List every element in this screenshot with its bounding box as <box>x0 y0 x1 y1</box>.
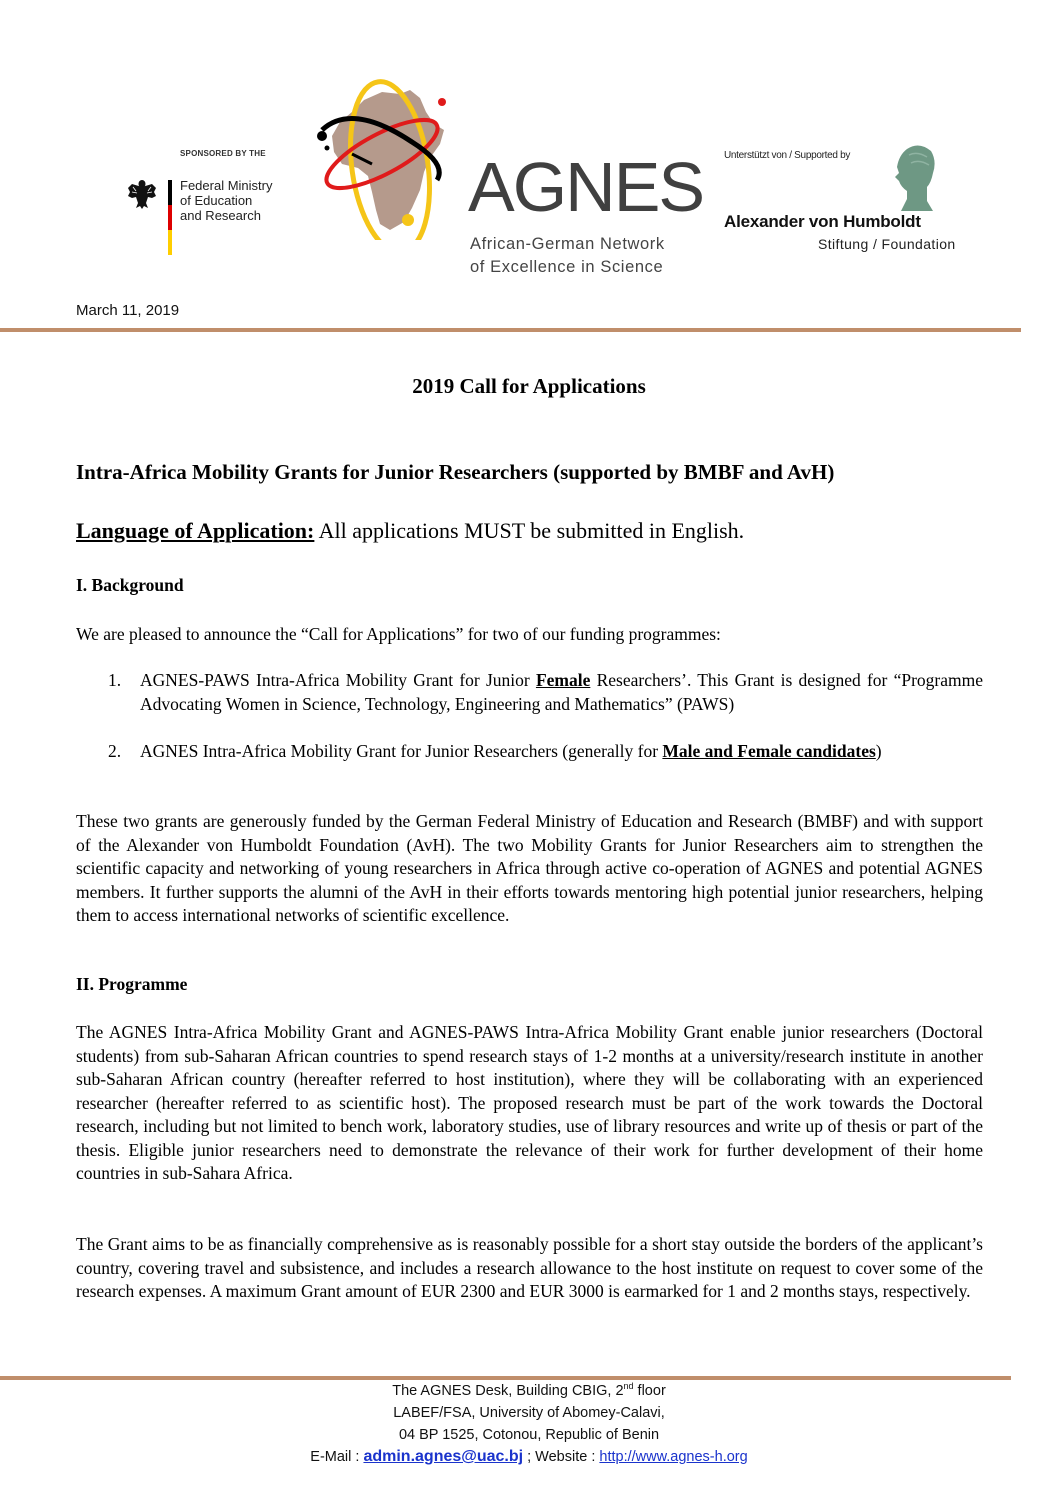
avh-foundation: Stiftung / Foundation <box>818 236 956 252</box>
list-item <box>108 669 983 716</box>
bmbf-logo-text: Federal Ministry of Education and Research <box>180 178 273 223</box>
footer-line-1: The AGNES Desk, Building CBIG, 2nd floor <box>392 1381 666 1399</box>
footer-contact: E-Mail : admin.agnes@uac.bj ; Website : http://www.agnes-h.org <box>310 1448 748 1465</box>
programme-paragraph-2: The Grant aims to be as financially comprehensive as is reasonably possible for a short stay outside the borders of the applicant’s country, covering travel and subsistence, and includes a research allowance to the host institute on request to cover some of the research expenses. A maximum Grant amount of EUR 2300 and EUR 3000 is earmarked for 1 and 2 months stays, respectively. <box>76 1234 983 1301</box>
emphasis-male-female: Male and Female candidates <box>662 741 876 761</box>
section-heading-background: I. Background <box>76 575 184 595</box>
german-flag-bar <box>168 180 172 255</box>
list-number: 1. <box>108 670 122 690</box>
bmbf-sponsored-label: SPONSORED BY THE <box>180 149 266 158</box>
agnes-africa-orbit-logo-icon <box>312 72 462 240</box>
background-paragraph: These two grants are generously funded by the German Federal Ministry of Education and Research (BMBF) and with support of the Alexander von Humboldt Foundation (AvH). The two Mobility Grants for Junior Researchers aim to strengthen the scientific capacity and networking of young researchers in Africa through active co-operation of AGNES and potential AGNES members. It further supports the alumni of the AvH in their efforts towards mentoring high potential junior researchers, helping them to access international networks of scientific excellence. <box>76 811 983 925</box>
section-heading-programme: II. Programme <box>76 974 188 994</box>
language-requirement <box>76 518 744 544</box>
page-subtitle: Intra-Africa Mobility Grants for Junior Researchers (supported by BMBF and AvH) <box>76 460 835 484</box>
avh-name: Alexander von Humboldt <box>724 212 921 231</box>
avh-supported-by-label: Unterstützt von / Supported by <box>724 150 851 161</box>
footer-line-3: 04 BP 1525, Cotonou, Republic of Benin <box>398 1427 660 1443</box>
footer-address <box>0 1380 1058 1468</box>
language-label: Language of Application: <box>76 518 315 543</box>
emphasis-female: Female <box>535 670 591 690</box>
website-link[interactable]: http://www.agnes-h.org <box>599 1449 748 1465</box>
list-number: 2. <box>108 741 122 761</box>
list-item-body: AGNES-PAWS Intra-Africa Mobility Grant for Junior Female Researchers’. This Grant is designed for “Programme Advocating Women in Science, Technology, Engineering and Mathematics” (PAWS) <box>140 670 984 714</box>
page-title: 2019 Call for Applications <box>412 374 646 398</box>
federal-eagle-icon <box>127 178 157 210</box>
agnes-tagline: African-German Network of Excellence in Science <box>470 235 665 276</box>
email-link[interactable]: admin.agnes@uac.bj <box>363 1448 524 1465</box>
agnes-wordmark: AGNES <box>468 148 704 226</box>
humboldt-portrait-icon <box>893 143 939 211</box>
language-text: All applications MUST be submitted in English. <box>314 518 745 543</box>
list-item-body: AGNES Intra-Africa Mobility Grant for Junior Researchers (generally for Male and Female candidates) <box>140 741 882 761</box>
header-divider <box>0 328 1021 332</box>
programme-paragraph-1: The AGNES Intra-Africa Mobility Grant and AGNES-PAWS Intra-Africa Mobility Grant enable junior researchers (Doctoral students) from sub-Saharan African countries to spend research stays of 1-2 months at a university/research institute in another sub-Saharan African country (hereafter referred to host institution), where they will be collaborating with an experienced researcher (hereafter referred to as scientific host). The proposed research must be part of the work towards the Doctoral research, including but not limited to bench work, laboratory studies, use of library resources and write up of thesis or part of the thesis. Eligible junior researchers need to demonstrate the relevance of their work for further development of their home countries in sub-Sahara Africa. <box>76 1022 983 1183</box>
list-item <box>108 740 983 764</box>
background-intro: We are pleased to announce the “Call for Applications” for two of our funding programmes: <box>76 624 721 644</box>
footer-line-2: LABEF/FSA, University of Abomey-Calavi, <box>393 1405 665 1421</box>
document-date: March 11, 2019 <box>76 302 180 319</box>
